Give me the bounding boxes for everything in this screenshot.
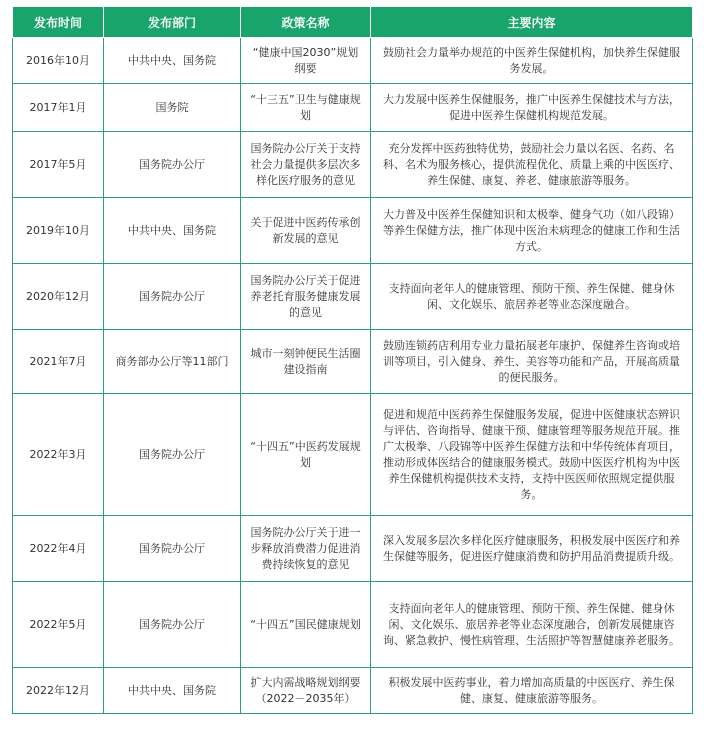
row-date: 2020年12月: [13, 264, 104, 330]
row-date: 2022年12月: [13, 668, 104, 714]
row-department: 商务部办公厅等11部门: [104, 330, 241, 394]
row-main-content: 大力发展中医养生保健服务，推广中医养生保健技术与方法，促进中医养生保健机构规范发展。: [371, 84, 693, 132]
header-department: 发布部门: [104, 7, 241, 38]
table-header-row: [13, 7, 693, 38]
row-date: 2022年5月: [13, 582, 104, 668]
row-date: 2022年4月: [13, 516, 104, 582]
table-row: [13, 84, 693, 132]
row-main-content: 鼓励社会力量举办规范的中医养生保健机构，加快养生保健服务发展。: [371, 38, 693, 84]
row-policy-name: “十四五”中医药发展规划: [241, 394, 371, 516]
table-row: [13, 264, 693, 330]
row-policy-name: 扩大内需战略规划纲要（2022－2035年）: [241, 668, 371, 714]
row-department: 中共中央、国务院: [104, 668, 241, 714]
row-main-content: 积极发展中医药事业，着力增加高质量的中医医疗、养生保健、康复、健康旅游等服务。: [371, 668, 693, 714]
row-policy-name: “十四五”国民健康规划: [241, 582, 371, 668]
row-policy-name: 国务院办公厅关于支持社会力量提供多层次多样化医疗服务的意见: [241, 132, 371, 198]
row-department: 国务院: [104, 84, 241, 132]
header-policy-name: 政策名称: [241, 7, 371, 38]
row-department: 国务院办公厅: [104, 582, 241, 668]
row-main-content: 大力普及中医养生保健知识和太极拳、健身气功（如八段锦）等养生保健方法，推广体现中医治未病理念的健康工作和生活方式。: [371, 198, 693, 264]
table-row: [13, 582, 693, 668]
row-date: 2021年7月: [13, 330, 104, 394]
row-department: 国务院办公厅: [104, 264, 241, 330]
row-department: 中共中央、国务院: [104, 198, 241, 264]
row-policy-name: “十三五”卫生与健康规划: [241, 84, 371, 132]
row-policy-name: 关于促进中医药传承创新发展的意见: [241, 198, 371, 264]
row-main-content: 支持面向老年人的健康管理、预防干预、养生保健、健身休闲、文化娱乐、旅居养老等业态深度融合。: [371, 264, 693, 330]
row-date: 2019年10月: [13, 198, 104, 264]
row-date: 2017年1月: [13, 84, 104, 132]
table-row: [13, 38, 693, 84]
row-policy-name: 国务院办公厅关于促进养老托育服务健康发展的意见: [241, 264, 371, 330]
header-main-content: 主要内容: [371, 7, 693, 38]
row-main-content: 深入发展多层次多样化医疗健康服务，积极发展中医医疗和养生保健等服务，促进医疗健康消费和防护用品消费提质升级。: [371, 516, 693, 582]
row-main-content: 促进和规范中医药养生保健服务发展，促进中医健康状态辨识与评估、咨询指导、健康干预、健康管理等服务规范开展。推广太极拳、八段锦等中医养生保健方法和中华传统体育项目，推动形成体医结合的健康服务模式。鼓励中医医疗机构为中医养生保健机构提供技术支持，支持中医医师依照规定提供服务。: [371, 394, 693, 516]
row-department: 中共中央、国务院: [104, 38, 241, 84]
policy-table: [12, 6, 693, 714]
row-department: 国务院办公厅: [104, 516, 241, 582]
header-date: 发布时间: [13, 7, 104, 38]
row-policy-name: 国务院办公厅关于进一步释放消费潜力促进消费持续恢复的意见: [241, 516, 371, 582]
row-department: 国务院办公厅: [104, 132, 241, 198]
table-row: [13, 668, 693, 714]
table-row: [13, 198, 693, 264]
policy-table-container: [12, 6, 692, 714]
row-main-content: 支持面向老年人的健康管理、预防干预、养生保健、健身休闲、文化娱乐、旅居养老等业态深度融合，创新发展健康咨询、紧急救护、慢性病管理、生活照护等智慧健康养老服务。: [371, 582, 693, 668]
table-row: [13, 330, 693, 394]
row-date: 2016年10月: [13, 38, 104, 84]
table-row: [13, 516, 693, 582]
table-row: [13, 132, 693, 198]
row-main-content: 充分发挥中医药独特优势，鼓励社会力量以名医、名药、名科、名术为服务核心，提供流程优化、质量上乘的中医医疗、养生保健、康复、养老、健康旅游等服务。: [371, 132, 693, 198]
row-policy-name: 城市一刻钟便民生活圈建设指南: [241, 330, 371, 394]
row-policy-name: “健康中国2030”规划纲要: [241, 38, 371, 84]
row-main-content: 鼓励连锁药店利用专业力量拓展老年康护、保健养生咨询或培训等项目，引入健身、养生、美容等功能和产品，开展高质量的便民服务。: [371, 330, 693, 394]
table-row: [13, 394, 693, 516]
row-date: 2017年5月: [13, 132, 104, 198]
row-department: 国务院办公厅: [104, 394, 241, 516]
row-date: 2022年3月: [13, 394, 104, 516]
